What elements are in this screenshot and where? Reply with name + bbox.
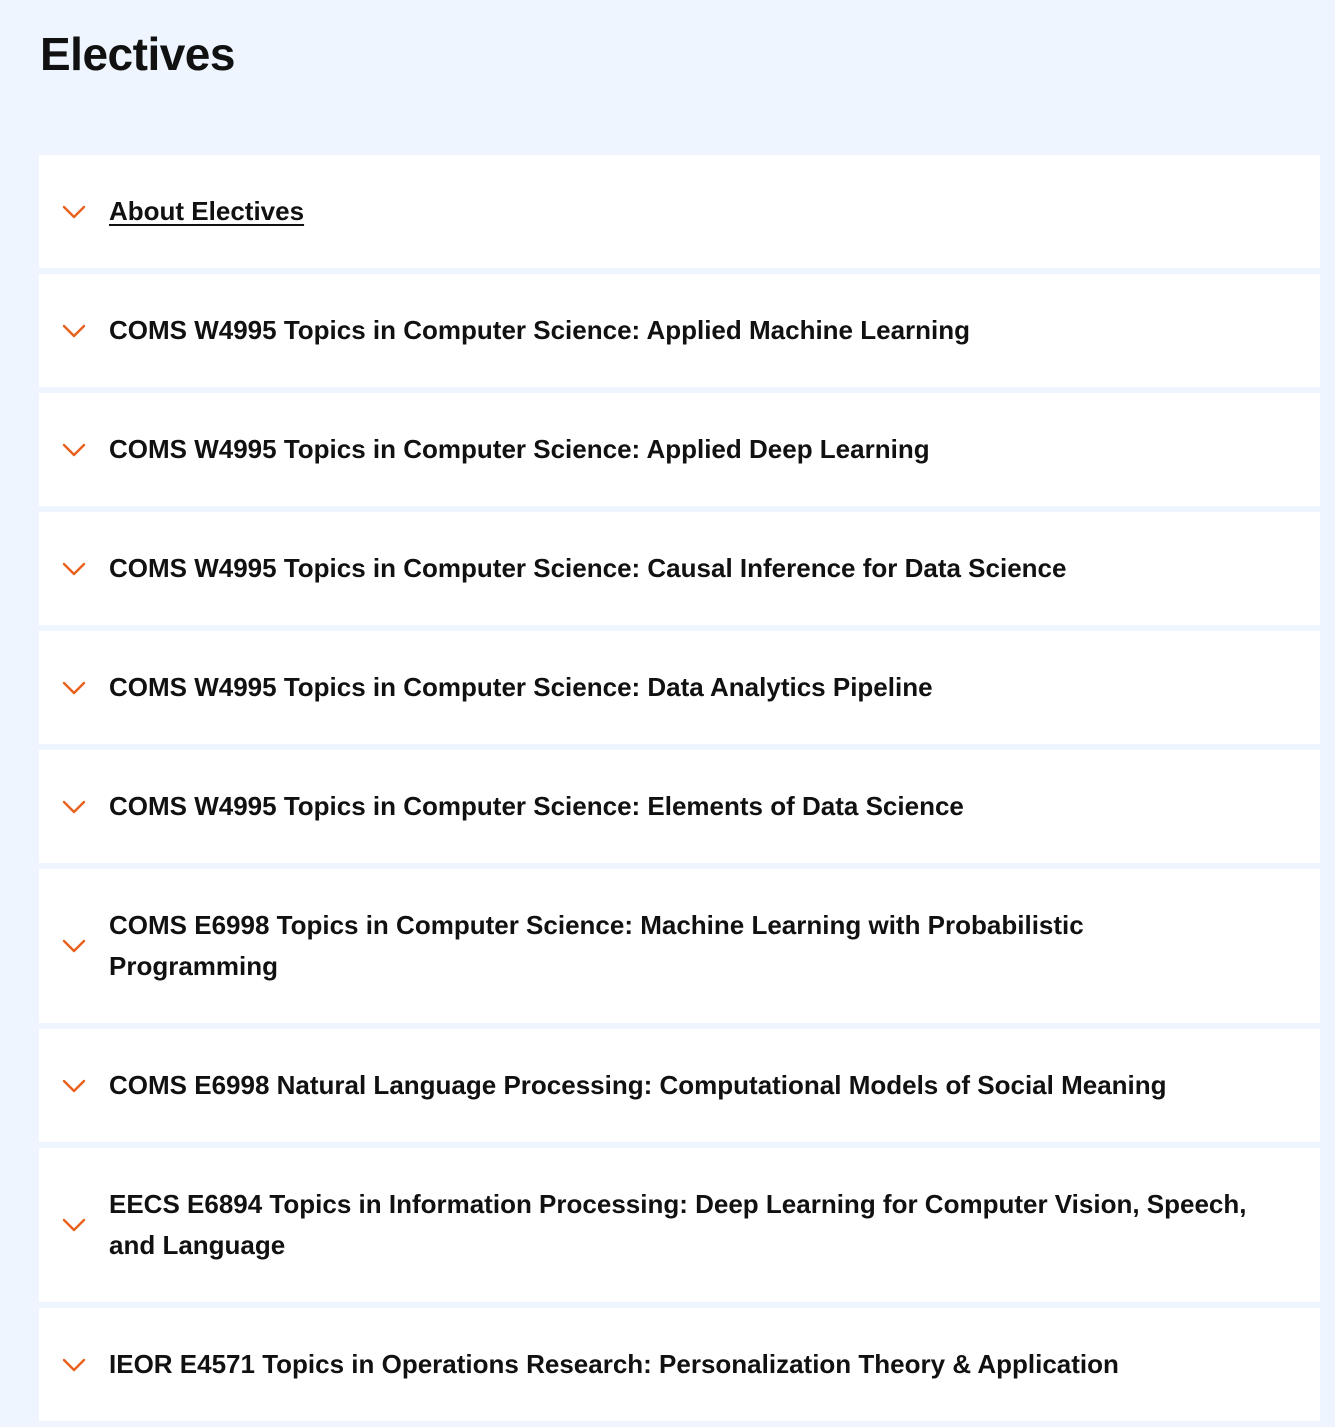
accordion-item-label: COMS W4995 Topics in Computer Science: Elements of Data Science — [109, 791, 964, 821]
page-title: Electives — [40, 28, 235, 80]
accordion-item-label: IEOR E4571 Topics in Operations Research: Personalization Theory & Application — [109, 1349, 1119, 1379]
chevron-down-icon — [39, 200, 109, 224]
accordion-item-applied-machine-learning[interactable] — [39, 274, 1320, 387]
accordion-item-elements-of-data-science[interactable] — [39, 750, 1320, 863]
chevron-down-icon — [39, 934, 109, 958]
accordion-item-about-electives[interactable] — [39, 155, 1320, 268]
accordion-item-data-analytics-pipeline[interactable] — [39, 631, 1320, 744]
accordion-item-deep-learning-vision-speech-language[interactable] — [39, 1148, 1320, 1302]
accordion-item-personalization-theory[interactable] — [39, 1308, 1320, 1421]
chevron-down-icon — [39, 319, 109, 343]
accordion-item-applied-deep-learning[interactable] — [39, 393, 1320, 506]
accordion-item-label: About Electives — [109, 196, 305, 226]
accordion-item-label: EECS E6894 Topics in Information Processing: Deep Learning for Computer Vision, Speech, and Language — [109, 1189, 1247, 1260]
accordion-item-label: COMS W4995 Topics in Computer Science: Data Analytics Pipeline — [109, 672, 933, 702]
chevron-down-icon — [39, 676, 109, 700]
chevron-down-icon — [39, 557, 109, 581]
chevron-down-icon — [39, 438, 109, 462]
accordion-item-label: COMS E6998 Topics in Computer Science: Machine Learning with Probabilistic Programming — [109, 910, 1084, 981]
accordion-item-label: COMS W4995 Topics in Computer Science: Applied Machine Learning — [109, 315, 971, 345]
accordion-item-causal-inference[interactable] — [39, 512, 1320, 625]
accordion-item-social-meaning[interactable] — [39, 1029, 1320, 1142]
chevron-down-icon — [39, 1074, 109, 1098]
electives-accordion — [39, 155, 1320, 1427]
chevron-down-icon — [39, 1213, 109, 1237]
chevron-down-icon — [39, 795, 109, 819]
accordion-item-label: COMS E6998 Natural Language Processing: Computational Models of Social Meaning — [109, 1070, 1167, 1100]
accordion-item-probabilistic-programming[interactable] — [39, 869, 1320, 1023]
accordion-item-label: COMS W4995 Topics in Computer Science: Causal Inference for Data Science — [109, 553, 1067, 583]
accordion-item-label: COMS W4995 Topics in Computer Science: Applied Deep Learning — [109, 434, 930, 464]
chevron-down-icon — [39, 1353, 109, 1377]
